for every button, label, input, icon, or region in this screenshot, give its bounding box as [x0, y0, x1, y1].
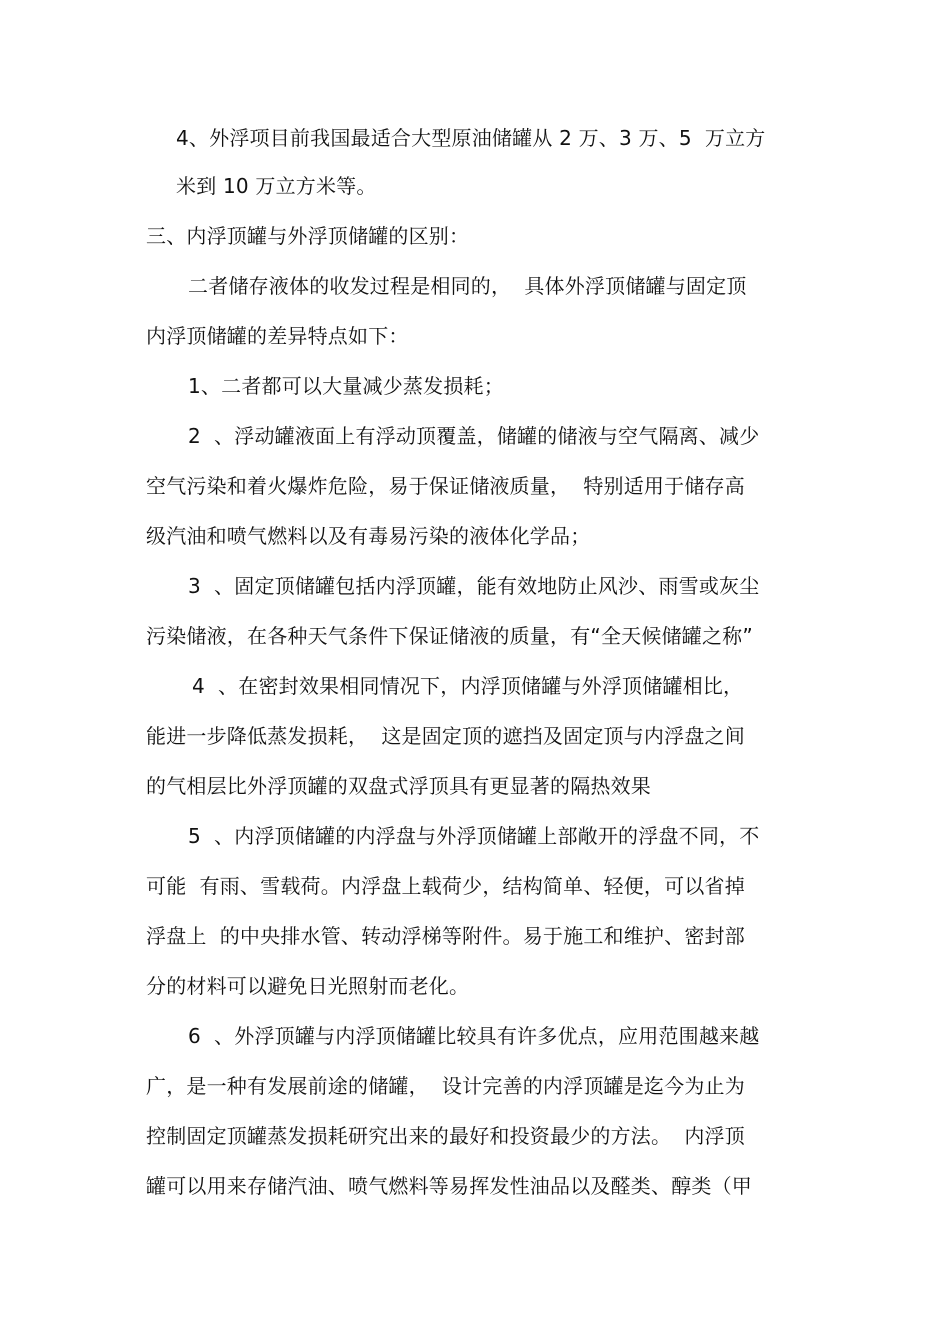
- text-line: 广，是一种有发展前途的储罐， 设计完善的内浮顶罐是迄今为止为: [146, 1074, 745, 1098]
- text-line: 罐可以用来存储汽油、喷气燃料等易挥发性油品以及醛类、醇类（甲: [146, 1174, 752, 1198]
- text-line: 米到 10 万立方米等。: [176, 174, 377, 198]
- text-line: 分的材料可以避免日光照射而老化。: [146, 974, 470, 998]
- text-line: 能进一步降低蒸发损耗， 这是固定顶的遮挡及固定顶与内浮盘之间: [146, 724, 745, 748]
- list-item-6: 6 、外浮顶罐与内浮顶储罐比较具有许多优点，应用范围越来越: [188, 1024, 760, 1048]
- text-line: 级汽油和喷气燃料以及有毒易污染的液体化学品；: [146, 524, 591, 548]
- text-line: 污染储液，在各种天气条件下保证储液的质量，有“全天候储罐之称”: [146, 624, 753, 648]
- text-line: 二者储存液体的收发过程是相同的， 具体外浮顶储罐与固定顶: [188, 274, 747, 298]
- text-line: 内浮顶储罐的差异特点如下：: [146, 324, 409, 348]
- list-item-3: 3 、固定顶储罐包括内浮顶罐，能有效地防止风沙、雨雪或灰尘: [188, 574, 760, 598]
- section-heading: 三、内浮顶罐与外浮顶储罐的区别：: [146, 224, 470, 248]
- text-line: 可能 有雨、雪载荷。内浮盘上载荷少，结构简单、轻便，可以省掉: [146, 874, 745, 898]
- text-line: 空气污染和着火爆炸危险，易于保证储液质量， 特别适用于储存高: [146, 474, 745, 498]
- list-item-1: 1、二者都可以大量减少蒸发损耗；: [188, 374, 504, 398]
- list-item-2: 2 、浮动罐液面上有浮动顶覆盖，储罐的储液与空气隔离、减少: [188, 424, 760, 448]
- text-line: 浮盘上 的中央排水管、转动浮梯等附件。易于施工和维护、密封部: [146, 924, 745, 948]
- list-item-4: 4 、在密封效果相同情况下，内浮顶储罐与外浮顶储罐相比，: [192, 674, 744, 698]
- text-line: 控制固定顶罐蒸发损耗研究出来的最好和投资最少的方法。 内浮顶: [146, 1124, 745, 1148]
- list-item-5: 5 、内浮顶储罐的内浮盘与外浮顶储罐上部敞开的浮盘不同，不: [188, 824, 760, 848]
- text-line: 4、外浮项目前我国最适合大型原油储罐从 2 万、3 万、5 万立方: [176, 126, 766, 150]
- text-line: 的气相层比外浮顶罐的双盘式浮顶具有更显著的隔热效果: [146, 774, 651, 798]
